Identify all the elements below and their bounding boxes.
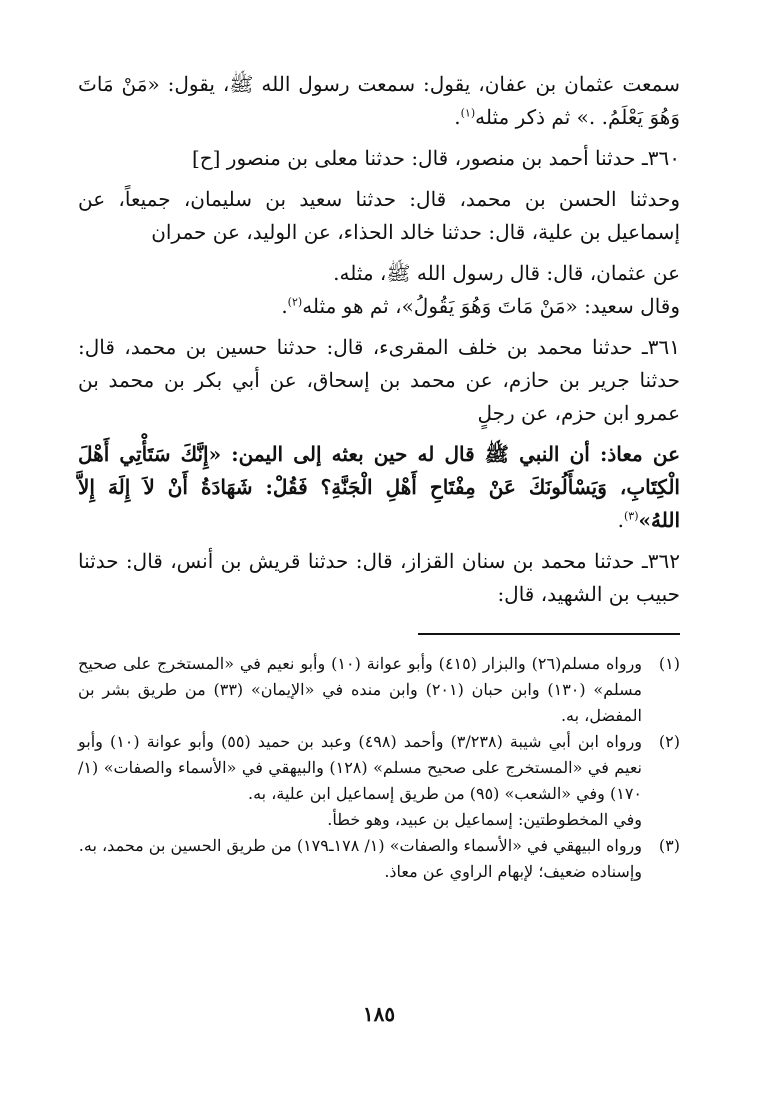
paragraph: عن عثمان، قال: قال رسول الله ﷺ، مثله.	[333, 261, 680, 285]
footnote-text: ورواه ابن أبي شيبة (٣/٢٣٨) وأحمد (٤٩٨) وعبد بن حميد (٥٥) وأبو عوانة (١٠) وأبو نعيم في «المستخرج على صحيح مسلم» (١٢٨) والبيهقي في «الأسماء والصفات» (١/ ١٧٠) وفي «الشعب» (٩٥) من طريق إسماعيل ابن علية، به.	[78, 732, 643, 803]
footnote-number: (١)	[658, 654, 680, 673]
hadith-360: ٣٦٠ـ حدثنا أحمد بن منصور، قال: حدثنا معلى بن منصور [ح]	[191, 146, 680, 170]
footnote-3	[78, 833, 680, 885]
hadith-362: ٣٦٢ـ حدثنا محمد بن سنان القزاز، قال: حدثنا قريش بن أنس، قال: حدثنا حبيب بن الشهيد، قال:	[78, 549, 680, 606]
paragraph: سمعت عثمان بن عفان، يقول: سمعت رسول الله ﷺ، يقول: «مَنْ مَاتَ وَهُوَ يَعْلَمُ. .» ثم ذكر مثله$^{(١)}$.	[78, 72, 680, 129]
footnote-ref[interactable]: (٢)	[287, 295, 303, 309]
footnote-text: ورواه مسلم(٢٦) والبزار (٤١٥) وأبو عوانة (١٠) وأبو نعيم في «المستخرج على صحيح مسلم» (١٣٠) وابن حبان (٢٠١) وابن منده في «الإيمان» (٣٣) من طريق بشر بن المفضل، به.	[78, 654, 643, 725]
footnote-ref[interactable]: (٣)	[623, 509, 639, 523]
footnote-text: وفي المخطوطتين: إسماعيل بن عبيد، وهو خطأ.	[327, 810, 642, 829]
hadith-361: ٣٦١ـ حدثنا محمد بن خلف المقرىء، قال: حدثنا حسين بن محمد، قال: حدثنا جرير بن حازم، عن محمد بن إسحاق، عن أبي بكر بن محمد بن عمرو ابن حزم، عن رجلٍ	[78, 335, 680, 425]
paragraph: عن معاذ: أن النبي ﷺ قال له حين بعثه إلى اليمن: «إِنَّكَ سَتَأْتِي أَهْلَ الْكِتَابِ، وَيَسْأَلُونَكَ عَنْ مِفْتَاحِ أَهْلِ الْجَنَّةِ؟ فَقُلْ: شَهَادَةُ أَنْ لاَ إِلَهَ إِلاَّ اللهُ»$^{(٣)}$.	[78, 442, 680, 532]
footnotes	[78, 651, 680, 885]
paragraph: وحدثنا الحسن بن محمد، قال: حدثنا سعيد بن سليمان، جميعاً، عن إسماعيل بن علية، قال: حدثنا خالد الحذاء، عن الوليد، عن حمران	[78, 187, 680, 244]
footnote-divider	[418, 633, 680, 635]
footnote-2	[78, 729, 680, 833]
paragraph: وقال سعيد: «مَنْ مَاتَ وَهُوَ يَقُولُ»، ثم هو مثله$^{(٢)}$.	[281, 294, 680, 318]
main-text	[78, 68, 680, 611]
footnote-number: (٣)	[658, 836, 680, 855]
footnote-ref[interactable]: (١)	[460, 106, 476, 120]
footnote-1	[78, 651, 680, 729]
footnote-number: (٢)	[658, 732, 680, 751]
footnote-text: ورواه البيهقي في «الأسماء والصفات» (١/ ١٧٨ـ١٧٩) من طريق الحسين بن محمد، به.	[78, 836, 642, 855]
page-number: ١٨٥	[362, 1002, 396, 1026]
footnote-text: وإسناده ضعيف؛ لإبهام الراوي عن معاذ.	[384, 862, 642, 881]
